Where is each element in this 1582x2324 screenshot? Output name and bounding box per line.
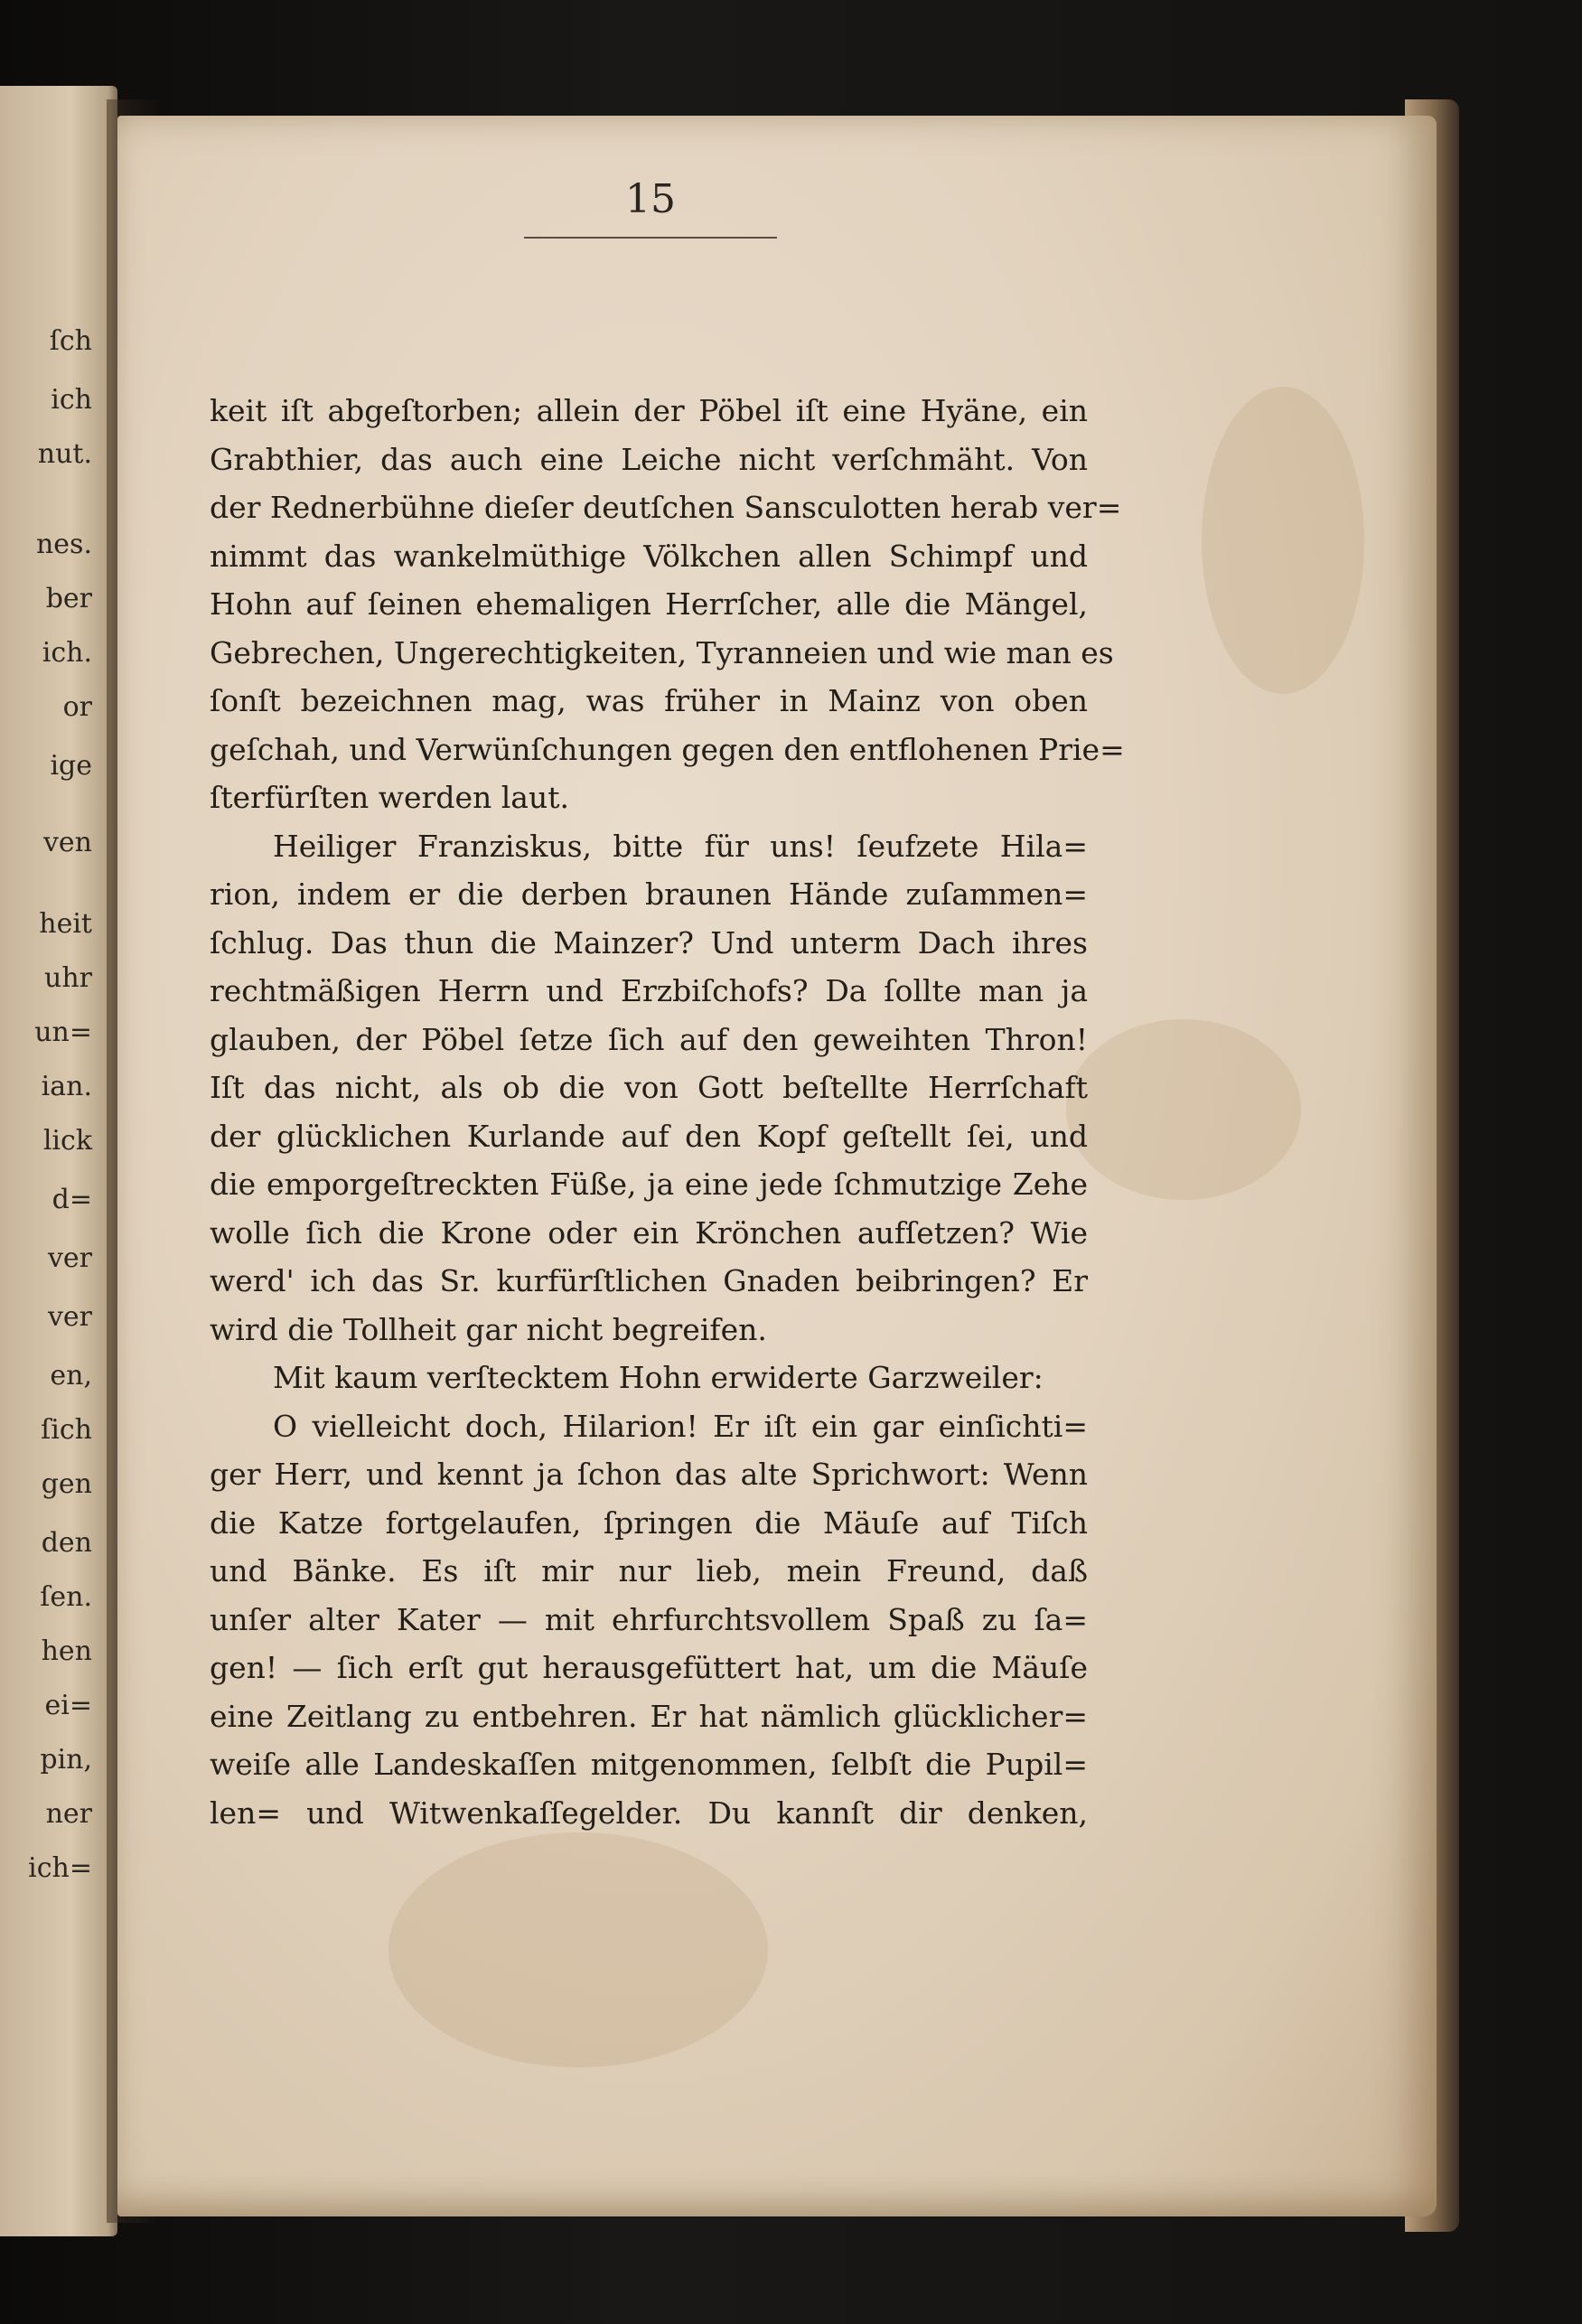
text-line: wolle ſich die Krone oder ein Krönchen aufſetzen? Wie: [210, 1214, 1088, 1251]
header-rule: [524, 237, 777, 239]
text-line: die emporgeſtreckten Füße, ja eine jede ſchmutzige Zehe: [210, 1167, 1088, 1202]
text-line: len= und Witwenkaſſegelder. Du kannſt dir denken,: [210, 1795, 1088, 1831]
text-line: gen! — ſich erſt gut herausgefüttert hat, um die Mäuſe: [210, 1650, 1088, 1685]
previous-page-fragment: ber: [45, 583, 92, 614]
text-line: und Bänke. Es iſt mir nur lieb, mein Freund, daß: [210, 1553, 1088, 1588]
paper-stain: [1202, 387, 1364, 694]
previous-page-fragment: lick: [42, 1125, 92, 1157]
text-line: O vielleicht doch, Hilarion! Er iſt ein gar einſichti=: [273, 1408, 1088, 1444]
previous-page-fragment: ſich: [41, 1414, 92, 1446]
previous-page-fragment: uhr: [44, 962, 92, 994]
previous-page-fragment: heit: [39, 908, 92, 940]
paper-stain: [1066, 1019, 1301, 1200]
text-line: rion, indem er die derben braunen Hände zuſammen=: [210, 876, 1088, 912]
text-line: rechtmäßigen Herrn und Erzbiſchofs? Da ſollte man ja: [210, 973, 1088, 1008]
text-line: Iſt das nicht, als ob die von Gott beſtellte Herrſchaft: [210, 1070, 1088, 1105]
previous-page-fragment: nut.: [37, 438, 92, 470]
text-line: der Rednerbühne dieſer deutſchen Sansculotten herab ver=: [210, 490, 1122, 525]
previous-page-fragment: ich: [51, 384, 92, 416]
previous-page-fragment: ſch: [49, 325, 92, 357]
text-line: Mit kaum verſtecktem Hohn erwiderte Garzweiler:: [273, 1360, 1044, 1395]
previous-page-fragment: hen: [41, 1635, 92, 1667]
text-line: ger Herr, und kennt ja ſchon das alte Sprichwort: Wenn: [210, 1457, 1088, 1492]
previous-page-fragment: ven: [42, 827, 92, 858]
text-line: die Katze fortgelaufen, ſpringen die Mäuſe auf Tiſch: [210, 1504, 1088, 1541]
previous-page-fragment: ian.: [41, 1071, 92, 1102]
text-line: geſchah, und Verwünſchungen gegen den entflohenen Prie=: [210, 731, 1125, 767]
previous-page-fragment: nes.: [35, 529, 92, 560]
previous-page-fragment: en,: [50, 1360, 92, 1392]
text-line: Heiliger Franziskus, bitte für uns! ſeufzete Hila=: [273, 828, 1088, 864]
previous-page-fragment: pin,: [40, 1744, 92, 1776]
previous-page-fragment: or: [62, 691, 92, 723]
text-line: unſer alter Kater — mit ehrfurchtsvollem Spaß zu ſa=: [210, 1601, 1088, 1637]
previous-page-fragment: ich=: [28, 1852, 92, 1884]
paper-stain: [388, 1832, 768, 2067]
previous-page-fragment: ich.: [42, 637, 92, 669]
previous-page-fragment: gen: [41, 1468, 92, 1500]
text-line: nimmt das wankelmüthige Völkchen allen Schimpf und: [210, 538, 1088, 574]
previous-page-fragment: ver: [47, 1242, 92, 1274]
text-line: ſchlug. Das thun die Mainzer? Und unterm Dach ihres: [210, 924, 1088, 961]
text-line: glauben, der Pöbel ſetze ſich auf den geweihten Thron!: [210, 1021, 1088, 1057]
text-line: Hohn auf ſeinen ehemaligen Herrſcher, alle die Mängel,: [210, 586, 1088, 622]
previous-page-fragment: ige: [50, 750, 92, 782]
previous-page-fragment: d=: [51, 1184, 92, 1215]
previous-page-fragment: un=: [34, 1017, 92, 1048]
text-line: wird die Tollheit gar nicht begreifen.: [210, 1311, 767, 1347]
page-number: 15: [625, 176, 676, 222]
previous-page-fragment: den: [41, 1527, 92, 1559]
text-line: ſterfürſten werden laut.: [210, 780, 569, 815]
text-line: Gebrechen, Ungerechtigkeiten, Tyranneien und wie man es: [210, 634, 1114, 670]
previous-page-fragment: ner: [45, 1798, 92, 1830]
text-line: werd' ich das Sr. kurfürſtlichen Gnaden beibringen? Er: [210, 1263, 1088, 1298]
previous-page-fragment: ver: [47, 1301, 92, 1333]
text-line: der glücklichen Kurlande auf den Kopf geſtellt ſei, und: [210, 1118, 1088, 1154]
text-line: Grabthier, das auch eine Leiche nicht verſchmäht. Von: [210, 441, 1088, 477]
previous-page-fragment: ei=: [44, 1690, 92, 1721]
body-text: [210, 387, 1125, 1837]
text-line: eine Zeitlang zu entbehren. Er hat nämlich glücklicher=: [210, 1698, 1088, 1734]
text-line: weiſe alle Landeskaſſen mitgenommen, ſelbſt die Pupil=: [210, 1747, 1088, 1782]
previous-page-fragment: ſen.: [40, 1581, 92, 1613]
text-line: keit iſt abgeſtorben; allein der Pöbel iſt eine Hyäne, ein: [210, 393, 1088, 428]
text-line: ſonſt bezeichnen mag, was früher in Mainz von oben: [210, 683, 1088, 718]
previous-page-edge: [0, 86, 117, 2236]
